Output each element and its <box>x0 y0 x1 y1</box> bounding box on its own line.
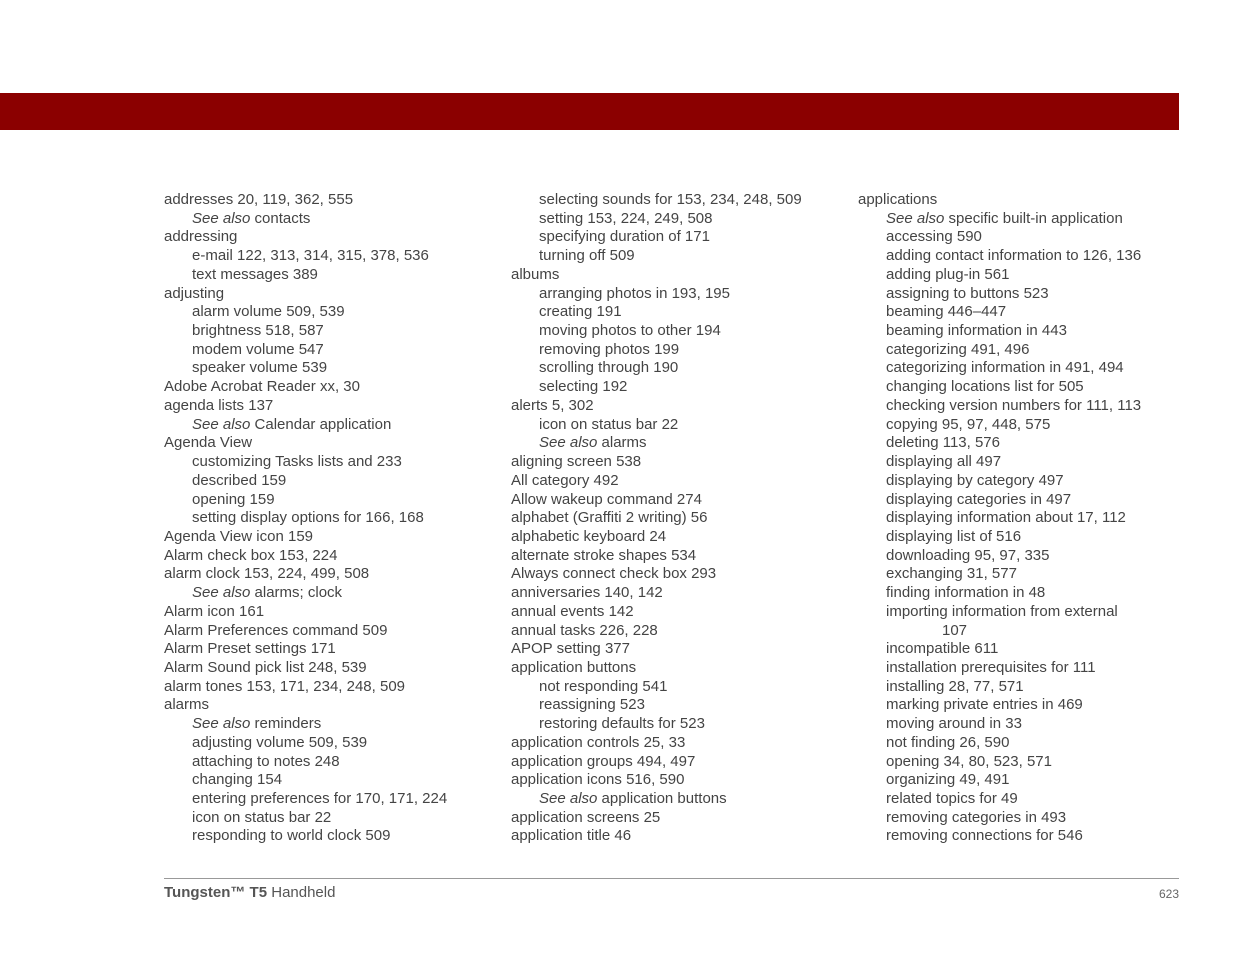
see-also-label: See also <box>192 715 251 733</box>
index-entry <box>164 696 447 715</box>
page-number: 623 <box>1158 887 1179 901</box>
index-entry-text: Agenda View icon 159 <box>164 527 314 545</box>
index-entry <box>511 303 802 322</box>
index-entry <box>511 528 802 547</box>
index-entry <box>164 341 447 360</box>
index-entry-text: related topics for 49 <box>886 790 1018 807</box>
footer-brand: Tungsten™ T5 <box>164 884 268 901</box>
index-entry <box>164 509 447 528</box>
index-entry <box>164 809 447 828</box>
index-entry-text: e-mail 122, 313, 314, 315, 378, 536 <box>192 247 429 265</box>
index-entry-text: reassigning 523 <box>539 696 645 714</box>
index-entry-text: deleting 113, 576 <box>886 434 1000 452</box>
index-entry-text: removing photos 199 <box>539 340 680 358</box>
index-entry <box>858 622 1141 641</box>
index-entry-text: creating 191 <box>539 303 622 321</box>
index-entry-text: APOP setting 377 <box>511 640 630 658</box>
index-column-2 <box>511 191 802 846</box>
index-entry-text: setting display options for 166, 168 <box>192 509 424 527</box>
index-entry-text: changing 154 <box>192 771 283 789</box>
index-entry-text: alarm tones 153, 171, 234, 248, 509 <box>164 677 406 695</box>
index-entry-text: opening 159 <box>192 490 275 508</box>
index-entry-text: attaching to notes 248 <box>192 752 340 770</box>
see-also-label: See also <box>539 790 598 807</box>
index-entry-text: icon on status bar 22 <box>539 415 679 433</box>
index-entry-text: application groups 494, 497 <box>511 752 696 770</box>
index-entry-text: described 159 <box>192 471 287 489</box>
index-entry <box>858 191 1141 210</box>
index-entry <box>858 378 1141 397</box>
index-entry-text: not finding 26, 590 <box>886 733 1010 751</box>
index-entry-text: alarms <box>597 434 647 452</box>
index-entry-text: entering preferences for 170, 171, 224 <box>192 790 448 807</box>
index-entry <box>164 378 447 397</box>
index-entry <box>858 790 1141 809</box>
index-entry-text: assigning to buttons 523 <box>886 284 1049 302</box>
index-entry <box>164 771 447 790</box>
index-entry-text: Adobe Acrobat Reader xx, 30 <box>164 378 360 396</box>
index-entry-text: displaying information about 17, 112 <box>886 509 1126 527</box>
index-entry-text: aligning screen 538 <box>511 453 642 471</box>
index-entry <box>164 753 447 772</box>
index-entry <box>164 453 447 472</box>
index-entry <box>511 247 802 266</box>
index-entry <box>858 322 1141 341</box>
index-entry-text: marking private entries in 469 <box>886 696 1083 714</box>
index-entry <box>858 491 1141 510</box>
index-entry-text: albums <box>511 265 560 283</box>
index-entry <box>511 640 802 659</box>
index-entry <box>164 584 447 603</box>
footer-rule <box>164 878 1179 879</box>
index-entry-text: brightness 518, 587 <box>192 322 324 340</box>
index-entry <box>164 678 447 697</box>
index-entry-text: accessing 590 <box>886 228 982 246</box>
index-entry-text: Alarm Preferences command 509 <box>164 621 388 639</box>
index-entry <box>858 228 1141 247</box>
index-entry-text: organizing 49, 491 <box>886 771 1010 789</box>
index-entry <box>164 266 447 285</box>
index-entry-text: applications <box>858 191 938 208</box>
index-entry <box>511 416 802 435</box>
index-entry <box>164 622 447 641</box>
index-entry <box>164 659 447 678</box>
index-entry-text: installing 28, 77, 571 <box>886 677 1024 695</box>
index-entry <box>511 827 802 846</box>
index-entry <box>164 303 447 322</box>
footer-product: Handheld <box>267 884 336 901</box>
index-entry-text: speaker volume 539 <box>192 359 328 377</box>
index-entry <box>511 322 802 341</box>
index-entry-text: alarm volume 509, 539 <box>192 303 345 321</box>
index-entry <box>511 753 802 772</box>
index-entry-text: application screens 25 <box>511 808 661 826</box>
index-entry <box>858 247 1141 266</box>
index-entry-text: adjusting volume 509, 539 <box>192 733 368 751</box>
index-entry-text: importing information from external <box>886 602 1118 620</box>
index-entry-text: Alarm Preset settings 171 <box>164 640 336 658</box>
index-entry <box>164 827 447 846</box>
index-entry <box>164 547 447 566</box>
index-entry-text: adding plug-in 561 <box>886 265 1010 283</box>
index-entry-text: Alarm Sound pick list 248, 539 <box>164 658 367 676</box>
index-entry-text: downloading 95, 97, 335 <box>886 546 1050 564</box>
index-entry-text: reminders <box>250 715 322 733</box>
index-entry <box>858 715 1141 734</box>
index-entry-text: application title 46 <box>511 827 632 845</box>
index-entry-text: All category 492 <box>511 471 619 489</box>
index-entry-text: opening 34, 80, 523, 571 <box>886 752 1052 770</box>
index-entry <box>164 565 447 584</box>
index-entry-text: setting 153, 224, 249, 508 <box>539 209 713 227</box>
index-entry <box>164 416 447 435</box>
index-entry-text: specifying duration of 171 <box>539 228 710 246</box>
index-entry <box>858 547 1141 566</box>
index-entry <box>511 191 802 210</box>
index-entry-text: application buttons <box>511 658 637 676</box>
index-entry <box>164 434 447 453</box>
index-entry <box>858 397 1141 416</box>
index-entry <box>511 509 802 528</box>
index-entry-text: alarms <box>164 696 210 714</box>
index-entry <box>858 303 1141 322</box>
index-entry-text: selecting 192 <box>539 378 628 396</box>
index-entry <box>511 210 802 229</box>
index-entry <box>511 547 802 566</box>
index-entry <box>164 715 447 734</box>
index-entry-text: categorizing 491, 496 <box>886 340 1030 358</box>
index-entry <box>511 453 802 472</box>
index-entry-text: Agenda View <box>164 434 253 452</box>
index-entry <box>164 247 447 266</box>
index-entry <box>511 622 802 641</box>
index-entry-text: alarms; clock <box>250 584 343 602</box>
index-entry-text: alphabetic keyboard 24 <box>511 527 667 545</box>
index-entry-text: adjusting <box>164 284 225 302</box>
index-entry <box>511 734 802 753</box>
index-column-1 <box>164 191 447 846</box>
index-entry <box>164 491 447 510</box>
index-entry-text: finding information in 48 <box>886 584 1046 602</box>
index-entry-text: moving photos to other 194 <box>539 322 721 340</box>
index-entry <box>858 753 1141 772</box>
index-entry-text: not responding 541 <box>539 677 668 695</box>
index-entry <box>858 696 1141 715</box>
index-entry <box>858 603 1141 622</box>
index-entry-text: moving around in 33 <box>886 715 1022 733</box>
index-entry <box>511 659 802 678</box>
index-entry-text: displaying all 497 <box>886 453 1002 471</box>
index-entry <box>858 734 1141 753</box>
index-entry <box>858 678 1141 697</box>
index-entry-text: alarm clock 153, 224, 499, 508 <box>164 565 370 583</box>
index-entry-text: removing connections for 546 <box>886 827 1083 845</box>
index-entry-text: copying 95, 97, 448, 575 <box>886 415 1051 433</box>
index-entry-text: responding to world clock 509 <box>192 827 391 845</box>
index-entry <box>164 228 447 247</box>
index-entry-text: exchanging 31, 577 <box>886 565 1017 583</box>
index-entry <box>511 378 802 397</box>
index-entry-text: displaying categories in 497 <box>886 490 1072 508</box>
index-entry-text: customizing Tasks lists and 233 <box>192 453 402 471</box>
index-entry-text: specific built-in application <box>944 209 1123 227</box>
index-entry-text: modem volume 547 <box>192 340 324 358</box>
index-entry-text: application controls 25, 33 <box>511 733 686 751</box>
index-entry-text: removing categories in 493 <box>886 808 1067 826</box>
index-entry <box>164 359 447 378</box>
index-entry <box>164 790 447 809</box>
index-entry <box>511 472 802 491</box>
index-entry-text: icon on status bar 22 <box>192 808 332 826</box>
index-entry <box>858 584 1141 603</box>
index-entry <box>511 696 802 715</box>
index-entry <box>164 285 447 304</box>
index-entry <box>511 790 802 809</box>
index-entry <box>164 472 447 491</box>
index-entry-text: beaming information in 443 <box>886 322 1067 340</box>
index-entry <box>164 734 447 753</box>
index-entry-text: contacts <box>250 209 311 227</box>
index-entry-text: application buttons <box>597 790 727 807</box>
index-entry-text: alerts 5, 302 <box>511 396 594 414</box>
see-also-label: See also <box>192 209 251 227</box>
index-entry-text: restoring defaults for 523 <box>539 715 705 733</box>
index-entry <box>858 509 1141 528</box>
index-entry <box>511 285 802 304</box>
index-entry <box>511 771 802 790</box>
index-entry <box>858 771 1141 790</box>
index-entry-text: annual tasks 226, 228 <box>511 621 658 639</box>
index-entry <box>511 359 802 378</box>
index-entry-text: application icons 516, 590 <box>511 771 685 789</box>
index-entry-text: beaming 446–447 <box>886 303 1007 321</box>
index-entry <box>164 603 447 622</box>
index-entry-text: anniversaries 140, 142 <box>511 584 663 602</box>
index-entry <box>858 659 1141 678</box>
index-entry <box>511 491 802 510</box>
index-entry <box>858 528 1141 547</box>
index-entry <box>164 191 447 210</box>
index-entry <box>164 528 447 547</box>
index-entry <box>858 809 1141 828</box>
index-entry <box>858 210 1141 229</box>
index-entry-text: displaying by category 497 <box>886 471 1064 489</box>
index-entry-text: annual events 142 <box>511 602 634 620</box>
index-entry <box>858 359 1141 378</box>
index-entry <box>511 434 802 453</box>
header-banner <box>0 93 1179 130</box>
index-entry <box>858 453 1141 472</box>
index-entry <box>511 565 802 584</box>
index-entry <box>511 397 802 416</box>
footer-title <box>164 884 335 901</box>
index-entry-text: adding contact information to 126, 136 <box>886 247 1142 265</box>
index-entry-text: agenda lists 137 <box>164 396 274 414</box>
see-also-label: See also <box>192 415 251 433</box>
index-entry <box>164 397 447 416</box>
index-entry-text: alphabet (Graffiti 2 writing) 56 <box>511 509 708 527</box>
index-entry <box>511 584 802 603</box>
index-column-3 <box>858 191 1141 846</box>
index-entry-text: 107 <box>942 621 968 639</box>
index-entry-text: changing locations list for 505 <box>886 378 1084 396</box>
see-also-label: See also <box>539 434 598 452</box>
index-entry <box>858 827 1141 846</box>
index-entry <box>164 210 447 229</box>
index-entry <box>858 434 1141 453</box>
index-entry <box>858 640 1141 659</box>
index-entry <box>858 266 1141 285</box>
index-entry-text: scrolling through 190 <box>539 359 679 377</box>
index-entry <box>164 640 447 659</box>
index-entry <box>511 603 802 622</box>
index-entry-text: categorizing information in 491, 494 <box>886 359 1124 377</box>
index-entry-text: addresses 20, 119, 362, 555 <box>164 191 354 208</box>
index-entry <box>858 341 1141 360</box>
index-entry-text: Alarm icon 161 <box>164 602 265 620</box>
index-entry <box>858 416 1141 435</box>
index-entry <box>858 565 1141 584</box>
index-entry-text: selecting sounds for 153, 234, 248, 509 <box>539 191 802 208</box>
index-entry-text: alternate stroke shapes 534 <box>511 546 697 564</box>
index-entry-text: Calendar application <box>250 415 392 433</box>
see-also-label: See also <box>192 584 251 602</box>
index-entry <box>511 678 802 697</box>
index-entry-text: installation prerequisites for 111 <box>886 658 1096 676</box>
index-entry-text: incompatible 611 <box>886 640 999 658</box>
index-entry-text: addressing <box>164 228 238 246</box>
index-entry <box>858 472 1141 491</box>
index-entry-text: Always connect check box 293 <box>511 565 717 583</box>
index-entry <box>858 285 1141 304</box>
index-entry-text: displaying list of 516 <box>886 527 1022 545</box>
index-entry <box>164 322 447 341</box>
index-entry <box>511 809 802 828</box>
index-entry <box>511 228 802 247</box>
index-entry-text: Alarm check box 153, 224 <box>164 546 338 564</box>
see-also-label: See also <box>886 209 945 227</box>
index-entry-text: Allow wakeup command 274 <box>511 490 702 508</box>
index-entry-text: checking version numbers for 111, 113 <box>886 396 1142 414</box>
index-entry <box>511 266 802 285</box>
index-entry <box>511 341 802 360</box>
index-entry-text: arranging photos in 193, 195 <box>539 284 730 302</box>
index-entry <box>511 715 802 734</box>
index-entry-text: text messages 389 <box>192 265 318 283</box>
index-entry-text: turning off 509 <box>539 247 635 265</box>
